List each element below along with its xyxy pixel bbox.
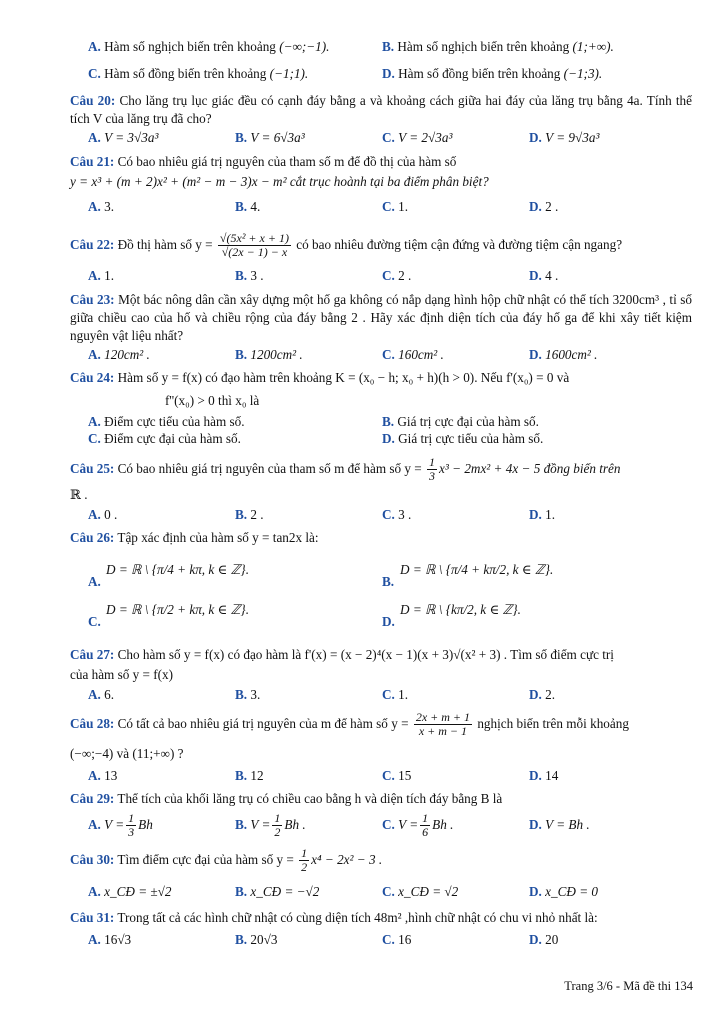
q21-options: A. 3. B. 4. C. 1. D. 2 . — [88, 199, 559, 214]
question-29: Câu 29: Thể tích của khối lăng trụ có chiều cao bằng h và diện tích đáy bằng B là — [70, 791, 503, 806]
q27-options: A. 6. B. 3. C. 1. D. 2. — [88, 687, 556, 702]
q22-options: A. 1. B. 3 . C. 2 . D. 4 . — [88, 268, 559, 283]
q29-options: A. V = $\frac{1}{3}$ Bh B. V = $\frac{1}{2}$ Bh . C. V = $\frac{1}{6}$ Bh . D. V = Bh . — [88, 811, 590, 840]
q28-options: A. 13 B. 12 C. 15 D. 14 — [88, 768, 559, 783]
q19-options-row1 — [0, 37, 725, 57]
q26-options-row2: C. D = ℝ \ {π/2 + kπ, k ∈ ℤ}. D. D = ℝ \ {kπ/2, k ∈ ℤ}. — [88, 602, 521, 629]
q24-options-row2: C. Điểm cực đại của hàm số. D. Giá trị cực tiểu của hàm số. — [88, 431, 544, 446]
q25-options: A. 0 . B. 2 . C. 3 . D. 1. — [88, 507, 556, 522]
question-22: Câu 22: Đồ thị hàm số y = $\frac{\text{√(5x² + x + 1)}}{√(2x - 1) - x}$ có bao nhiêu đường tiệm cận đứng và đường tiệm cận ngang? — [70, 231, 623, 260]
question-27-line2: của hàm số y = f(x) — [70, 667, 174, 682]
question-24-line2: f''(x₀) > 0 thì x₀ là — [165, 393, 260, 408]
question-28-line2: (−∞;−4) và (11;+∞) ? — [70, 746, 184, 761]
question-23: Câu 23: Một bác nông dân cần xây dựng một hố ga không có nắp dạng hình hộp chữ nhật có thể tích 3200cm³ , tỉ số giữa chiều cao của hố và chiều rộng của đáy bằng 2 . Hãy xác định diện tích của đáy hố ga để khi xây tiết kiệm nguyên vật liệu nhất? — [70, 292, 693, 343]
option-d: D. Hàm số đồng biến trên khoảng (−1;3). — [382, 66, 603, 81]
question-27: Câu 27: Cho hàm số y = f(x) có đạo hàm là f'(x) = (x − 2)⁴(x − 1)(x + 3)√(x² + 3) . Tìm số điểm cực trị — [70, 647, 614, 662]
question-26: Câu 26: Tập xác định của hàm số y = tan2x là: — [70, 530, 319, 545]
page-footer: Trang 3/6 - Mã đề thi 134 — [564, 979, 693, 993]
q19-options-row2 — [0, 64, 725, 84]
question-24: Câu 24: Hàm số y = f(x) có đạo hàm trên khoảng K = (x₀ − h; x₀ + h)(h > 0). Nếu f'(x₀) = 0 và — [70, 370, 570, 385]
question-31: Câu 31: Trong tất cả các hình chữ nhật có cùng diện tích 48m² ,hình chữ nhật có chu vi nhỏ nhất là: — [70, 910, 598, 925]
option-c: C. Hàm số đồng biến trên khoảng (−1;1). — [88, 66, 309, 81]
question-20: Câu 20: Cho lăng trụ lục giác đều có cạnh đáy bằng a và khoảng cách giữa hai đáy của lăng trụ bằng 4a. Tính thể tích V của lăng trụ đã cho? — [70, 93, 693, 126]
q31-options: A. 16√3 B. 20√3 C. 16 D. 20 — [88, 932, 559, 947]
question-21-line2: y = x³ + (m + 2)x² + (m² − m − 3)x − m² cắt trục hoành tại ba điểm phân biệt? — [70, 174, 489, 189]
question-25-line2: ℝ . — [70, 487, 88, 502]
question-25: Câu 25: Có bao nhiêu giá trị nguyên của tham số m để hàm số y = $\frac{1}{3}$ x³ − 2mx² + 4x − 5 đồng biến trên — [70, 455, 621, 484]
question-21: Câu 21: Có bao nhiêu giá trị nguyên của tham số m để đồ thị của hàm số — [70, 154, 457, 169]
option-a: A. Hàm số nghịch biến trên khoảng (−∞;−1). — [88, 39, 330, 54]
question-30: Câu 30: Tìm điểm cực đại của hàm số y = $\frac{1}{2}$ x⁴ − 2x² − 3 . — [70, 846, 383, 875]
fraction: $\frac{\text{√(5x² + x + 1)}}{√(2x - 1) - x}$ — [219, 231, 289, 260]
q26-options-row1: A. D = ℝ \ {π/4 + kπ, k ∈ ℤ}. B. D = ℝ \ {π/4 + kπ/2, k ∈ ℤ}. — [88, 562, 554, 589]
q20-options: A. V = 3√3a³ B. V = 6√3a³ C. V = 2√3a³ D. V = 9√3a³ — [88, 130, 600, 145]
question-28: Câu 28: Có tất cả bao nhiêu giá trị nguyên của m để hàm số y = $\frac{2x + m + 1}{x + m - 1}$ nghịch biến trên mỗi khoảng — [70, 710, 629, 739]
q23-options: A. 120cm² . B. 1200cm² . C. 160cm² . D. 1600cm² . — [88, 347, 598, 362]
option-b: B. Hàm số nghịch biến trên khoảng (1;+∞). — [382, 39, 614, 54]
q30-options: A. x_CĐ = ±√2 B. x_CĐ = −√2 C. x_CĐ = √2 D. x_CĐ = 0 — [88, 884, 598, 899]
q24-options-row1: A. Điểm cực tiểu của hàm số. B. Giá trị cực đại của hàm số. — [88, 414, 539, 429]
